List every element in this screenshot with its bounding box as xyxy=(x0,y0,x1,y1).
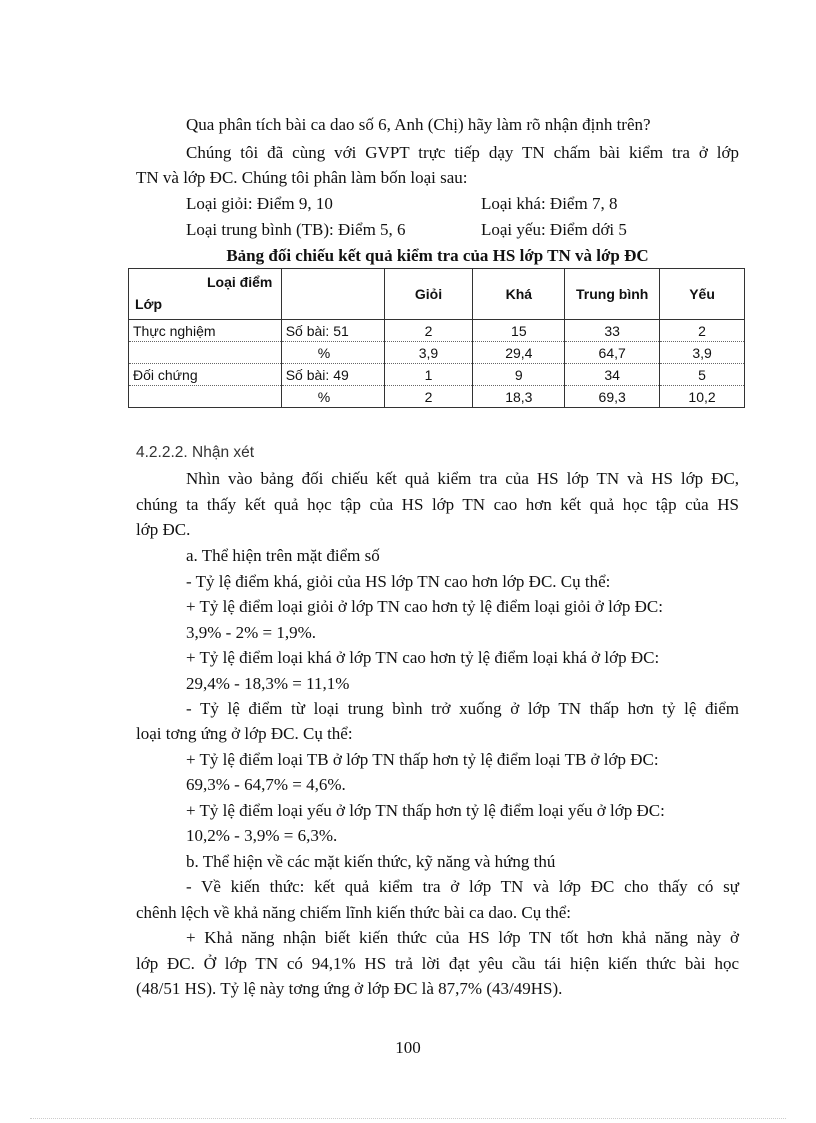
paragraph-intro-line2: TN và lớp ĐC. Chúng tôi phân làm bốn loại sau: xyxy=(136,168,468,187)
point-a1: - Tỷ lệ điểm khá, giỏi của HS lớp TN cao hơn lớp ĐC. Cụ thể: xyxy=(186,572,611,591)
subheading-a: a. Thể hiện trên mặt điểm số xyxy=(186,546,380,565)
cell-value: 2 xyxy=(384,320,473,342)
cell-value: 69,3 xyxy=(565,386,660,408)
table-header-kha: Khá xyxy=(473,269,565,320)
cell-value: 3,9 xyxy=(384,342,473,364)
cell-value: 18,3 xyxy=(473,386,565,408)
cell-value: 15 xyxy=(473,320,565,342)
point-a3: + Tỷ lệ điểm loại khá ở lớp TN cao hơn tỷ lệ điểm loại khá ở lớp ĐC: xyxy=(186,648,660,667)
cell-value: 1 xyxy=(384,364,473,386)
cell-value: 2 xyxy=(660,320,745,342)
row-kind: % xyxy=(281,386,384,408)
category-yeu: Loại yếu: Điểm dới 5 xyxy=(481,220,627,239)
table-header-yeu: Yếu xyxy=(660,269,745,320)
cell-value: 9 xyxy=(473,364,565,386)
cell-value: 34 xyxy=(565,364,660,386)
table-row xyxy=(129,364,745,386)
row-kind: % xyxy=(281,342,384,364)
paragraph-intro-line1: Chúng tôi đã cùng với GVPT trực tiếp dạy TN chấm bài kiểm tra ở lớp xyxy=(186,143,739,162)
row-kind: Số bài: 49 xyxy=(281,364,384,386)
cell-value: 2 xyxy=(384,386,473,408)
point-a6-value: 10,2% - 3,9% = 6,3%. xyxy=(186,826,338,845)
point-a5-value: 69,3% - 64,7% = 4,6%. xyxy=(186,775,346,794)
corner-label-loai-diem: Loại điểm xyxy=(207,274,273,290)
cell-value: 64,7 xyxy=(565,342,660,364)
row-label xyxy=(129,342,282,364)
point-a5: + Tỷ lệ điểm loại TB ở lớp TN thấp hơn tỷ lệ điểm loại TB ở lớp ĐC: xyxy=(186,750,659,769)
point-a6: + Tỷ lệ điểm loại yếu ở lớp TN thấp hơn tỷ lệ điểm loại yếu ở lớp ĐC: xyxy=(186,801,665,820)
commentary-line1: Nhìn vào bảng đối chiếu kết quả kiểm tra của HS lớp TN và HS lớp ĐC, xyxy=(186,469,739,488)
table-header-empty xyxy=(281,269,384,320)
cell-value: 3,9 xyxy=(660,342,745,364)
table-header-row xyxy=(129,269,745,320)
commentary-line3: lớp ĐC. xyxy=(136,520,191,539)
point-a2: + Tỷ lệ điểm loại giỏi ở lớp TN cao hơn tỷ lệ điểm loại giỏi ở lớp ĐC: xyxy=(186,597,663,616)
point-b1-line2: chênh lệch về khả năng chiếm lĩnh kiến thức bài ca dao. Cụ thể: xyxy=(136,903,572,922)
point-b2-line3: (48/51 HS). Tỷ lệ này tơng ứng ở lớp ĐC là 87,7% (43/49HS). xyxy=(136,979,563,998)
point-b1-line1: - Về kiến thức: kết quả kiểm tra ở lớp TN và lớp ĐC cho thấy có sự xyxy=(186,877,739,896)
corner-label-lop: Lớp xyxy=(135,296,163,312)
table-row xyxy=(129,320,745,342)
cell-value: 10,2 xyxy=(660,386,745,408)
table-row xyxy=(129,342,745,364)
table-title: Bảng đối chiếu kết quả kiểm tra của HS lớp TN và lớp ĐC xyxy=(226,246,649,265)
category-tb: Loại trung bình (TB): Điểm 5, 6 xyxy=(186,220,406,239)
results-table xyxy=(128,268,745,408)
point-b2-line1: + Khả năng nhận biết kiến thức của HS lớp TN tốt hơn khả năng này ở xyxy=(186,928,739,947)
point-a2-value: 3,9% - 2% = 1,9%. xyxy=(186,623,316,642)
point-a4-line1: - Tỷ lệ điểm từ loại trung bình trở xuống ở lớp TN thấp hơn tỷ lệ điểm xyxy=(186,699,739,718)
section-heading: 4.2.2.2. Nhận xét xyxy=(136,444,255,461)
row-label: Thực nghiệm xyxy=(129,320,282,342)
point-a3-value: 29,4% - 18,3% = 11,1% xyxy=(186,674,350,693)
row-label: Đối chứng xyxy=(129,364,282,386)
cell-value: 29,4 xyxy=(473,342,565,364)
footer-divider xyxy=(30,1118,786,1119)
row-kind: Số bài: 51 xyxy=(281,320,384,342)
category-gioi: Loại giỏi: Điểm 9, 10 xyxy=(186,194,333,213)
paragraph-question: Qua phân tích bài ca dao số 6, Anh (Chị) hãy làm rõ nhận định trên? xyxy=(186,115,651,134)
point-a4-line2: loại tơng ứng ở lớp ĐC. Cụ thể: xyxy=(136,724,353,743)
table-header-trung-binh: Trung bình xyxy=(565,269,660,320)
row-label xyxy=(129,386,282,408)
subheading-b: b. Thể hiện về các mặt kiến thức, kỹ năng và hứng thú xyxy=(186,852,556,871)
point-b2-line2: lớp ĐC. Ở lớp TN có 94,1% HS trả lời đạt yêu cầu tái hiện kiến thức bài học xyxy=(136,954,739,973)
cell-value: 5 xyxy=(660,364,745,386)
category-kha: Loại khá: Điểm 7, 8 xyxy=(481,194,618,213)
table-corner-cell xyxy=(129,269,282,320)
page-number: 100 xyxy=(395,1038,421,1057)
commentary-line2: chúng ta thấy kết quả học tập của HS lớp TN cao hơn kết quả học tập của HS xyxy=(136,495,739,514)
table-header-gioi: Giỏi xyxy=(384,269,473,320)
table-row xyxy=(129,386,745,408)
cell-value: 33 xyxy=(565,320,660,342)
